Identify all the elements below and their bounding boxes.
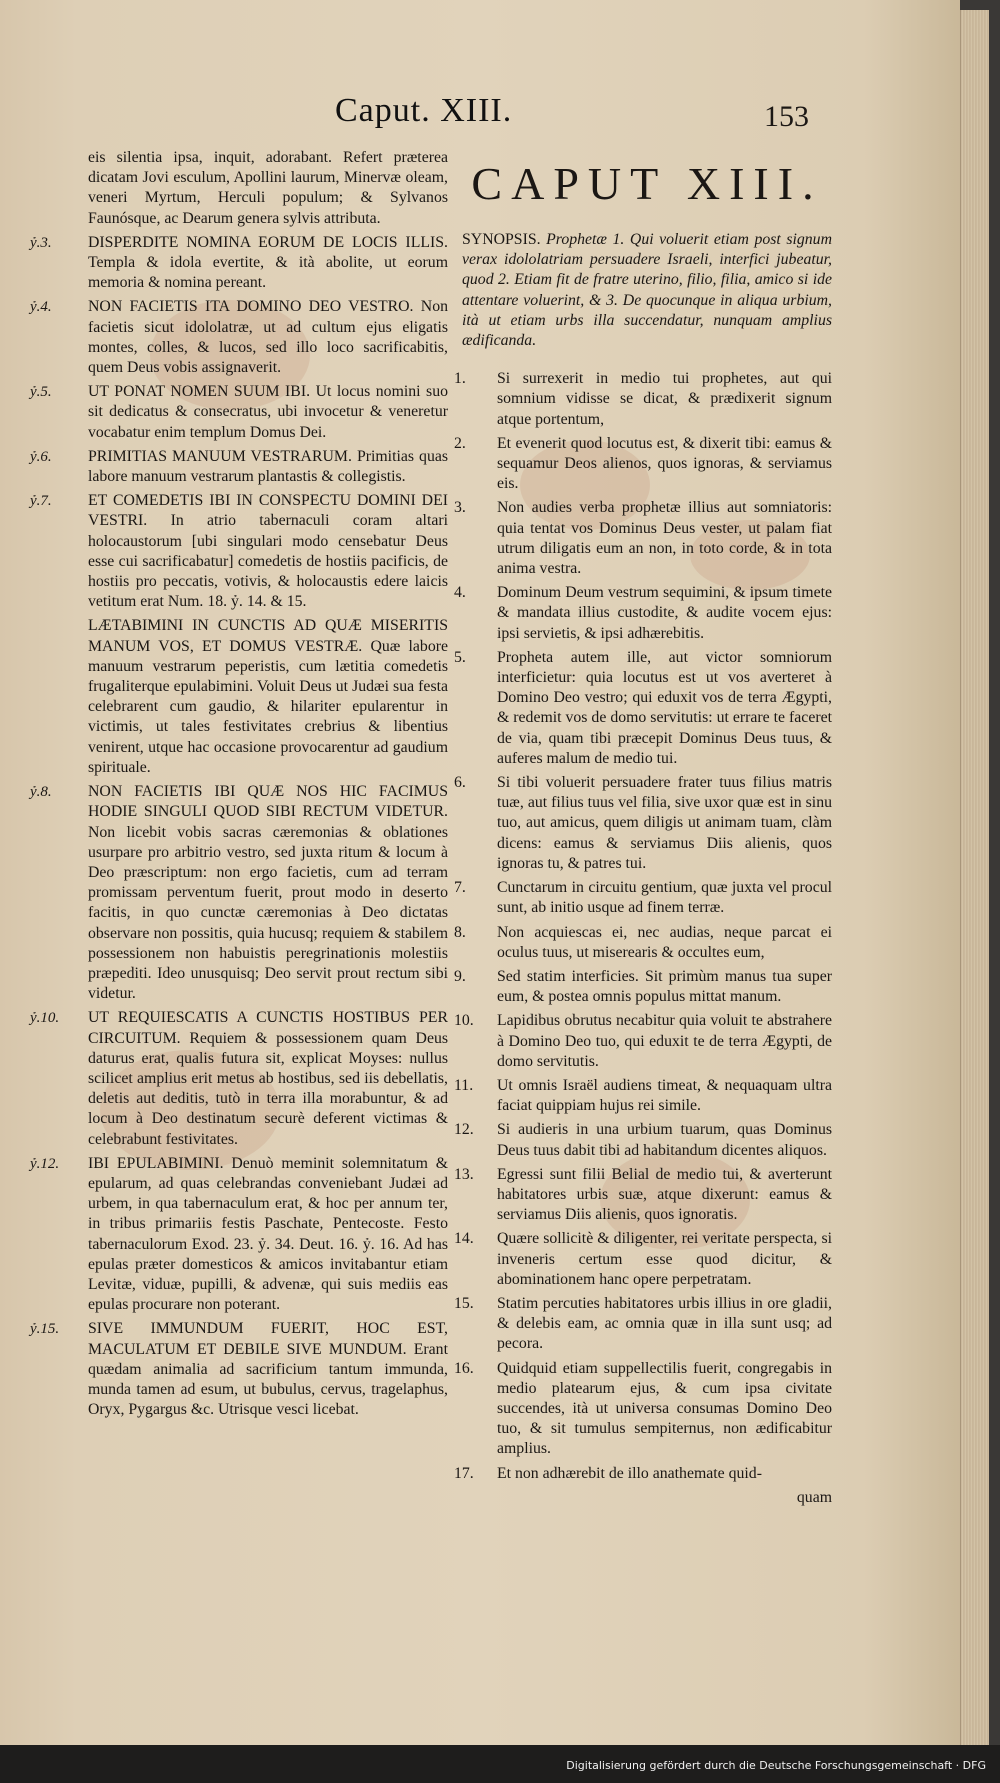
verse-number: 8. — [454, 923, 466, 941]
lemma-heading: PRIMITIAS MANUUM VESTRARUM. — [88, 447, 352, 465]
verse-number: 4. — [454, 584, 466, 602]
verse-marker: ỷ.5. — [30, 384, 52, 401]
paragraph-text: Denuò meminit solemnitatum & epularum, ad quas celebrandas conveniebant Judæi ad urbem, in qua tabernaculum erat, & hoc per annum ter, in tribus primariis festis Paschate, Pentecoste. Festo tabernaculorum Exod. 23. ỷ. 34. Deut. 16. ỷ. 16. Ad has epulas præter domesticos & amicos invitabantur etiam Levitæ, viduæ, pupilli, & advenæ, qui suis mediis eas epulas procurare non poterant. — [88, 1154, 448, 1314]
footer-credit: Digitalisierung gefördert durch die Deutsche Forschungsgemeinschaft · DFG — [566, 1759, 986, 1772]
verse-text: Ut omnis Israël audiens timeat, & nequaquam ultra faciat quippiam hujus rei simile. — [497, 1076, 832, 1115]
verse-text: Quidquid etiam suppellectilis fuerit, congregabis in medio platearum ejus, & cum ipsa civitate succendes, ità ut universa consumas Domino Deo tuo, & sit tumulus sempiternus, non ædificabitur amplius. — [497, 1359, 832, 1458]
bible-verse — [454, 1294, 832, 1355]
verse-marker: ỷ.4. — [30, 299, 52, 316]
commentary-paragraph — [30, 297, 448, 378]
chapter-title: CAPUT XIII. — [471, 158, 823, 209]
paragraph-text: In atrio tabernaculi coram altari holocaustorum [ubi singulari modo censebatur Deus esse cui sacrificabatur] comedetis de hostiis pacificis, de hostiis pro peccatis, votivis, & holocaustis edere laicis vetitum erat Num. 18. ỷ. 14. & 15. — [88, 512, 448, 611]
bible-verse — [454, 1464, 832, 1484]
paragraph-text: Erant quædam animalia ad sacrificium tantum immunda, munda tamen ad esum, ut bubulus, cervus, tragelaphus, Oryx, Pygargus &c. Utrisque vesci licebat. — [88, 1340, 448, 1419]
bible-verse — [454, 648, 832, 769]
page-number: 153 — [764, 100, 809, 133]
paragraph-body — [88, 1008, 448, 1149]
verse-text: Si tibi voluerit persuadere frater tuus filius matris tuæ, aut filius tuus vel filia, sive uxor quæ est in sinu tuo, aut amicus, quem diligis ut animam tuam, clàm dicens: eamus & serviamus Diis alienis, quos ignoras tu, & patres tui. — [497, 774, 832, 872]
bible-verse — [454, 1076, 832, 1116]
bible-verse — [454, 1011, 832, 1072]
verse-marker: ỷ.10. — [30, 1010, 60, 1027]
bible-verse — [454, 923, 832, 963]
paragraph-text: eis silentia ipsa, inquit, adorabant. Refert præterea dicatam Jovi esculum, Apollini laurum, Minervæ oleam, veneri Myrtum, Herculi populum; & Sylvanos Faunósque, ac Dearum genera sylvis attributa. — [88, 149, 448, 227]
verse-text: Non acquiescas ei, nec audias, neque parcat ei oculus tuus, ut miserearis & occultes eum, — [497, 923, 832, 961]
bible-verse — [454, 878, 832, 918]
verse-number: 5. — [454, 648, 466, 666]
running-title: Caput. XIII. — [335, 92, 513, 129]
paragraph-text: Non licebit vobis sacras cæremonias & oblationes usurpare pro arbitrio vestro, sed juxta ritum & locum à Deo præscriptum: non ergo facietis, cum ad terram promissam perventum fuerit, prout modo in deserto facitis, in quo cunctæ cæremonias à Deo dictatas observare non possitis, quia hucusq; requiem & stabilem possessionem non habuistis peregrinationis molestiis præpediti. Ideo unusquisq; Deo servit prout rectum sibi videtur. — [88, 823, 448, 1003]
verse-marker: ỷ.12. — [30, 1155, 60, 1172]
verse-marker: ỷ.8. — [30, 784, 52, 801]
commentary-paragraph — [88, 148, 448, 229]
verse-text: Lapidibus obrutus necabitur quia voluit te abstrahere à Domino Deo tuo, qui eduxit te de terra Ægypti, de domo servitutis. — [497, 1012, 832, 1070]
left-column — [30, 148, 449, 1424]
catchword: quam — [796, 1488, 832, 1506]
verse-text: Si surrexerit in medio tui prophetes, aut qui somnium vidisse se dicat, & prædixerit signum atque portentum, — [497, 370, 832, 428]
commentary-paragraph — [30, 1319, 448, 1420]
commentary-paragraph — [30, 382, 449, 443]
paragraph-body — [88, 782, 448, 1004]
paragraph-body — [88, 148, 448, 229]
commentary-paragraph — [30, 1008, 449, 1149]
bible-verse — [454, 1359, 832, 1460]
commentary-paragraph — [88, 616, 448, 778]
verse-marker: ỷ.15. — [30, 1321, 60, 1338]
bible-verse — [454, 1229, 832, 1290]
paragraph-body — [88, 491, 448, 612]
bible-verse — [454, 967, 832, 1007]
verse-number: 7. — [454, 879, 466, 897]
verse-number: 17. — [454, 1464, 474, 1482]
verse-text: Et non adhærebit de illo anathemate quid- — [497, 1464, 762, 1482]
paragraph-body — [88, 382, 448, 443]
paragraph-text: Requiem & possessionem quam Deus daturus erat, qualis futura sit, explicat Moyses: nullus scilicet amplius erit metus ab hostibus, sed iis debellatis, deletis aut deditis, tutò in terra illa morabuntur, & ad locum à Deo destinatum securè deferent victimas & celebrabunt festivitates. — [88, 1029, 449, 1148]
verse-text: Et evenerit quod locutus est, & dixerit tibi: eamus & sequamur Deos alienos, quos ignoras, & serviamus eis. — [497, 434, 832, 493]
verse-text: Egressi sunt filii Belial de medio tui, & averterunt habitatores urbis suæ, atque dixerunt: eamus & serviamus Diis alienis, quos ignoratis. — [497, 1165, 832, 1224]
verse-number: 11. — [454, 1076, 474, 1094]
synopsis-label: SYNOPSIS. — [462, 231, 541, 248]
bible-verse — [454, 583, 832, 644]
lemma-heading: SIVE IMMUNDUM FUERIT, HOC EST, MACULATUM ET DEBILE SIVE MUNDUM. — [88, 1320, 448, 1358]
synopsis — [462, 230, 832, 351]
verse-marker: ỷ.7. — [30, 493, 52, 510]
verse-number: 6. — [454, 774, 466, 792]
verse-number: 14. — [454, 1230, 474, 1248]
lemma-heading: UT PONAT NOMEN SUUM IBI. — [88, 383, 311, 401]
paragraph-body — [88, 233, 448, 294]
verse-number: 1. — [454, 370, 466, 388]
paragraph-text: Primitias quas labore manuum vestrarum plantastis & collegistis. — [88, 447, 448, 486]
paragraph-text: Non facietis sicut idololatræ, ut ad cultum ejus eligatis montes, colles, & lucos, sed illo loco sacrificabitis, quem Deus vobis assignaverit. — [88, 298, 448, 377]
paragraph-text: Quæ labore manuum vestrarum peperistis, cum lætitia comedetis frugaliterque epulabimini. Voluit Deus ut Judæi sua festa celebrarent cum gaudio, & hilariter epularentur in victimis, ut tales festivitates crebrius & libentius venirent, utque hac occasione provocarentur ad gaudium spirituale. — [88, 637, 448, 776]
commentary-paragraph — [30, 491, 448, 612]
lemma-heading: NON FACIETIS ITA DOMINO DEO VESTRO. — [88, 298, 414, 316]
verse-number: 13. — [454, 1165, 474, 1183]
lemma-heading: LÆTABIMINI IN CUNCTIS AD QUÆ MISERITIS MANUM VOS, ET DOMUS VESTRÆ. — [88, 617, 448, 655]
verse-text: Statim percuties habitatores urbis illius in ore gladii, & delebis eam, ac omnia quæ in illa sunt usq; ad pecora. — [497, 1294, 832, 1353]
verse-number: 16. — [454, 1359, 474, 1377]
commentary-paragraph — [30, 1154, 448, 1316]
verse-text: Sed statim interficies. Sit primùm manus tua super eum, & postea omnis populus mittat manum. — [497, 967, 832, 1006]
synopsis-text: Prophetæ 1. Qui voluerit etiam post signum verax idololatriam persuadere Israeli, interfici jubeatur, quod 2. Etiam fit de fratre uterino, filio, filia, amico si ide attentare voluerint, & 3. De quocunque in aliqua urbium, ità ut etiam urbs illa succendatur, nunquam amplius ædificanda. — [462, 231, 832, 350]
page-edge — [960, 10, 989, 1745]
verse-marker: ỷ.6. — [30, 448, 52, 465]
verse-text: Non audies verba prophetæ illius aut somniatoris: quia tentat vos Dominus Deus vester, ut palam fiat utrum diligatis eum an non, in toto corde, & in tota anima vestra. — [497, 499, 832, 578]
paragraph-body — [88, 1154, 448, 1316]
lemma-heading: NON FACIETIS IBI QUÆ NOS HIC FACIMUS HODIE SINGULI QUOD SIBI RECTUM VIDETUR. — [88, 783, 448, 821]
paragraph-text: Ut locus nomini suo sit dedicatus & consecratus, ubi invocetur & veneretur vocabatur enim templum Domus Dei. — [88, 383, 449, 441]
paragraph-body — [88, 297, 448, 378]
bible-verse — [454, 498, 832, 579]
bible-verse — [454, 369, 832, 430]
commentary-paragraph — [30, 233, 448, 294]
paragraph-body — [88, 616, 448, 778]
verse-number: 10. — [454, 1012, 474, 1030]
verse-list — [454, 369, 832, 1484]
verse-text: Propheta autem ille, aut victor somniorum interficietur: quia locutus est ut vos averteret à Domino Deo vestro; qui eduxit vos de terra Ægypti, & redemit vos de domo servitutis: ut errare te faceret de via, quam tibi præcepit Dominus Deus tuus, & auferes malum de medio tui. — [497, 648, 832, 767]
verse-number: 2. — [454, 434, 466, 452]
commentary-paragraph — [30, 447, 448, 487]
paragraph-body — [88, 1319, 448, 1420]
bible-verse — [454, 1120, 832, 1160]
verse-text: Quære sollicitè & diligenter, rei veritate perspecta, si inveneris certum esse quod dicitur, & abominationem hanc opere perpetratam. — [497, 1230, 832, 1288]
bible-verse — [454, 773, 832, 874]
paragraph-body — [88, 447, 448, 487]
right-column — [454, 148, 832, 1508]
lemma-heading: IBI EPULABIMINI. — [88, 1154, 224, 1172]
bible-verse — [454, 1165, 832, 1226]
lemma-heading: UT REQUIESCATIS A CUNCTIS HOSTIBUS PER CIRCUITUM. — [88, 1009, 448, 1047]
verse-number: 12. — [454, 1121, 474, 1139]
paragraph-text: Templa & idola evertite, & ità abolite, ut eorum memoria & nomina pereant. — [88, 254, 448, 292]
verse-text: Si audieris in una urbium tuarum, quas Dominus Deus tuus dabit tibi ad habitandum dicentes aliquos. — [497, 1121, 832, 1159]
commentary-paragraph — [30, 782, 448, 1004]
verse-number: 3. — [454, 499, 466, 517]
verse-marker: ỷ.3. — [30, 234, 52, 251]
bible-verse — [454, 434, 832, 495]
lemma-heading: ET COMEDETIS IBI IN CONSPECTU DOMINI DEI VESTRI. — [88, 492, 448, 530]
verse-number: 15. — [454, 1294, 474, 1312]
verse-text: Dominum Deum vestrum sequimini, & ipsum timete & mandata illius custodite, & audite vocem ejus: ipsi servietis, & ipsi adhærebitis. — [497, 584, 832, 642]
lemma-heading: DISPERDITE NOMINA EORUM DE LOCIS ILLIS. — [88, 233, 448, 251]
verse-text: Cunctarum in circuitu gentium, quæ juxta vel procul sunt, ab initio usque ad finem terræ. — [497, 879, 832, 917]
verse-number: 9. — [454, 967, 466, 985]
